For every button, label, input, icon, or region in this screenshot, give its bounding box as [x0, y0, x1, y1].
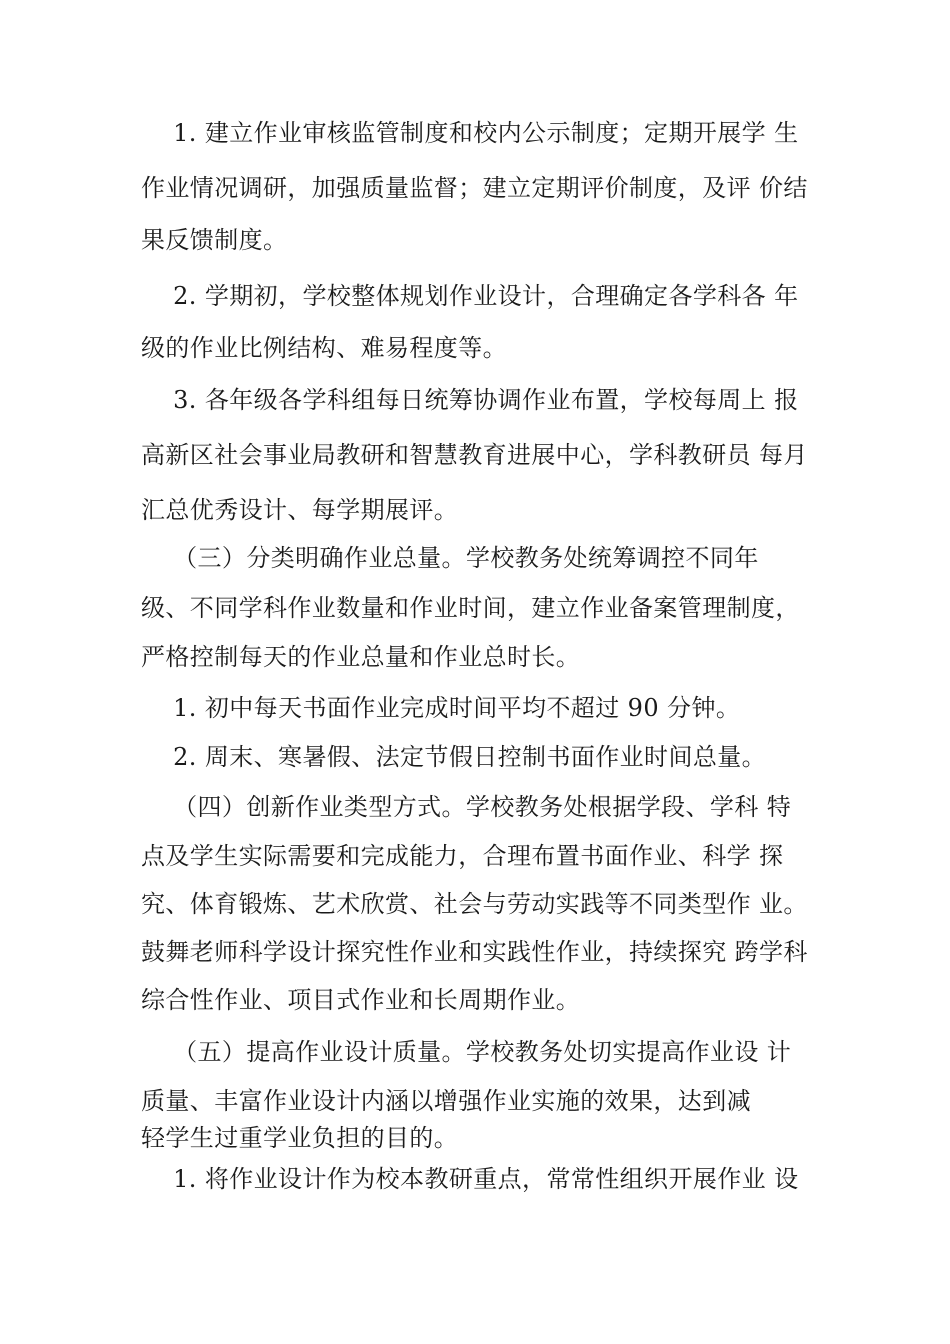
text-line: 鼓舞老师科学设计探究性作业和实践性作业，持续探究 跨学科	[141, 938, 808, 966]
text-line: 点及学生实际需要和完成能力，合理布置书面作业、科学 探	[141, 842, 784, 870]
text-line: 1. 将作业设计作为校本教研重点，常常性组织开展作业 设	[141, 1165, 799, 1193]
text-line: （四）创新作业类型方式。学校教务处根据学段、学科 特	[141, 793, 792, 821]
text-line: （五）提高作业设计质量。学校教务处切实提高作业设 计	[141, 1038, 792, 1066]
text-line: 汇总优秀设计、每学期展评。	[141, 496, 459, 524]
text-line: 轻学生过重学业负担的目的。	[141, 1124, 459, 1152]
text-line: 3. 各年级各学科组每日统筹协调作业布置，学校每周上 报	[141, 386, 799, 414]
text-line: 级、不同学科作业数量和作业时间，建立作业备案管理制度，	[141, 594, 800, 622]
text-line: 1. 建立作业审核监管制度和校内公示制度；定期开展学 生	[141, 119, 799, 147]
text-line: 级的作业比例结构、难易程度等。	[141, 334, 507, 362]
text-line: 高新区社会事业局教研和智慧教育进展中心，学科教研员 每月	[141, 441, 808, 469]
text-line: 究、体育锻炼、艺术欣赏、社会与劳动实践等不同类型作 业。	[141, 890, 808, 918]
text-line: （三）分类明确作业总量。学校教务处统筹调控不同年	[141, 544, 759, 572]
text-line: 严格控制每天的作业总量和作业总时长。	[141, 643, 581, 671]
text-line: 果反馈制度。	[141, 226, 288, 254]
text-line: 2. 周末、寒暑假、法定节假日控制书面作业时间总量。	[141, 743, 767, 771]
text-line: 2. 学期初，学校整体规划作业设计，合理确定各学科各 年	[141, 282, 799, 310]
text-line: 作业情况调研，加强质量监督；建立定期评价制度，及评 价结	[141, 174, 808, 202]
text-line: 综合性作业、项目式作业和长周期作业。	[141, 986, 581, 1014]
text-line: 质量、丰富作业设计内涵以增强作业实施的效果，达到减	[141, 1087, 751, 1115]
text-line: 1. 初中每天书面作业完成时间平均不超过 90 分钟。	[141, 694, 741, 722]
